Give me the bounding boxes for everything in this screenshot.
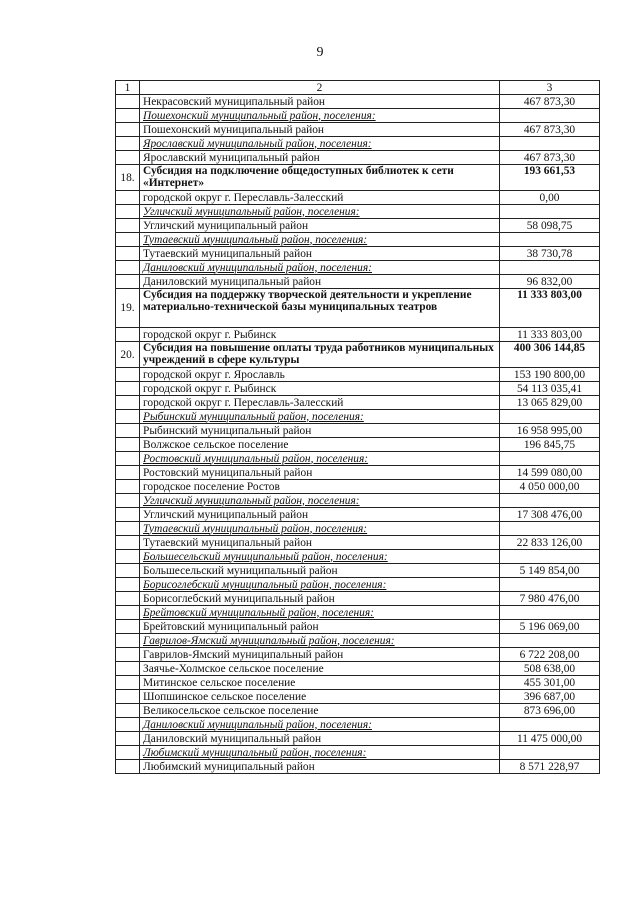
row-name: Пошехонский муниципальный район (140, 123, 500, 137)
row-name: городской округ г. Ярославль (140, 368, 500, 382)
row-number (116, 522, 140, 536)
row-name: Тутаевский муниципальный район (140, 536, 500, 550)
row-name: Субсидия на поддержку творческой деятельности и укрепление материально-технической базы муниципальных театров (140, 289, 500, 328)
row-name: Любимский муниципальный район (140, 760, 500, 774)
row-number (116, 452, 140, 466)
subhead-row (116, 494, 600, 508)
row-name: Заячье-Холмское сельское поселение (140, 662, 500, 676)
row-number (116, 368, 140, 382)
row-number (116, 247, 140, 261)
row-value: 467 873,30 (500, 123, 600, 137)
row-name: Брейтовский муниципальный район, поселения: (140, 606, 500, 620)
row-value: 13 065 829,00 (500, 396, 600, 410)
row-number (116, 261, 140, 275)
row-name: Угличский муниципальный район (140, 508, 500, 522)
row-number (116, 704, 140, 718)
row-value: 11 475 000,00 (500, 732, 600, 746)
row-value: 38 730,78 (500, 247, 600, 261)
row-value (500, 718, 600, 732)
row-value: 54 113 035,41 (500, 382, 600, 396)
row-number (116, 662, 140, 676)
row-number (116, 109, 140, 123)
row-name: Ростовский муниципальный район, поселения: (140, 452, 500, 466)
subsidy-table (115, 80, 600, 774)
row-name: Субсидия на подключение общедоступных библиотек к сети «Интернет» (140, 165, 500, 191)
row-number (116, 123, 140, 137)
row-name: городской округ г. Рыбинск (140, 382, 500, 396)
row-value (500, 410, 600, 424)
table-row (116, 275, 600, 289)
row-name: Даниловский муниципальный район (140, 275, 500, 289)
row-value: 22 833 126,00 (500, 536, 600, 550)
table-row (116, 662, 600, 676)
row-number (116, 620, 140, 634)
row-name: Угличский муниципальный район, поселения: (140, 494, 500, 508)
table-row (116, 424, 600, 438)
subhead-row (116, 261, 600, 275)
table-row (116, 151, 600, 165)
row-value: 14 599 080,00 (500, 466, 600, 480)
section-row (116, 289, 600, 328)
table-row (116, 704, 600, 718)
row-name: Даниловский муниципальный район (140, 732, 500, 746)
row-number (116, 275, 140, 289)
subsidy-table-body (116, 81, 600, 774)
subhead-row (116, 233, 600, 247)
table-row (116, 123, 600, 137)
row-value (500, 494, 600, 508)
row-value (500, 578, 600, 592)
row-name: Угличский муниципальный район (140, 219, 500, 233)
row-value: 873 696,00 (500, 704, 600, 718)
subhead-row (116, 205, 600, 219)
row-number (116, 396, 140, 410)
row-name: Пошехонский муниципальный район, поселения: (140, 109, 500, 123)
row-number (116, 233, 140, 247)
table-row (116, 382, 600, 396)
row-value: 7 980 476,00 (500, 592, 600, 606)
header-column-number: 1 (116, 81, 140, 95)
row-value: 455 301,00 (500, 676, 600, 690)
row-name: Ярославский муниципальный район, поселения: (140, 137, 500, 151)
row-number (116, 578, 140, 592)
row-number (116, 732, 140, 746)
table-row (116, 732, 600, 746)
row-value: 396 687,00 (500, 690, 600, 704)
row-value (500, 606, 600, 620)
table-row (116, 536, 600, 550)
row-name: Тутаевский муниципальный район, поселения: (140, 233, 500, 247)
row-value: 400 306 144,85 (500, 342, 600, 368)
row-number (116, 219, 140, 233)
row-value: 0,00 (500, 191, 600, 205)
row-name: Субсидия на повышение оплаты труда работников муниципальных учреждений в сфере культуры (140, 342, 500, 368)
row-number: 18. (116, 165, 140, 191)
row-number (116, 410, 140, 424)
row-value: 4 050 000,00 (500, 480, 600, 494)
row-name: Брейтовский муниципальный район (140, 620, 500, 634)
table-row (116, 508, 600, 522)
row-value: 6 722 208,00 (500, 648, 600, 662)
row-name: городской округ г. Переславль-Залесский (140, 396, 500, 410)
row-number (116, 382, 140, 396)
row-name: Даниловский муниципальный район, поселения: (140, 718, 500, 732)
subhead-row (116, 718, 600, 732)
row-number (116, 137, 140, 151)
section-row (116, 342, 600, 368)
table-row (116, 396, 600, 410)
subhead-row (116, 746, 600, 760)
row-number (116, 690, 140, 704)
row-value: 5 196 069,00 (500, 620, 600, 634)
row-value: 96 832,00 (500, 275, 600, 289)
row-number (116, 191, 140, 205)
row-value: 5 149 854,00 (500, 564, 600, 578)
row-value: 17 308 476,00 (500, 508, 600, 522)
row-name: Угличский муниципальный район, поселения: (140, 205, 500, 219)
table-row (116, 438, 600, 452)
table-row (116, 328, 600, 342)
row-value: 467 873,30 (500, 95, 600, 109)
row-number (116, 151, 140, 165)
subhead-row (116, 452, 600, 466)
table-row (116, 620, 600, 634)
row-value: 508 638,00 (500, 662, 600, 676)
page-number: 9 (316, 45, 324, 60)
row-number (116, 438, 140, 452)
row-number (116, 424, 140, 438)
row-number (116, 508, 140, 522)
subhead-row (116, 137, 600, 151)
row-name: городское поселение Ростов (140, 480, 500, 494)
table-row (116, 480, 600, 494)
table-row (116, 676, 600, 690)
table-row (116, 368, 600, 382)
subhead-row (116, 634, 600, 648)
row-name: городской округ г. Переславль-Залесский (140, 191, 500, 205)
row-value (500, 261, 600, 275)
row-number (116, 205, 140, 219)
row-number (116, 328, 140, 342)
row-name: Тутаевский муниципальный район, поселения: (140, 522, 500, 536)
row-name: Тутаевский муниципальный район (140, 247, 500, 261)
row-value (500, 746, 600, 760)
row-name: Рыбинский муниципальный район, поселения: (140, 410, 500, 424)
table-row (116, 690, 600, 704)
row-value: 11 333 803,00 (500, 289, 600, 328)
row-number (116, 592, 140, 606)
table-header-row (116, 81, 600, 95)
row-value: 58 098,75 (500, 219, 600, 233)
row-number: 19. (116, 289, 140, 328)
row-value: 196 845,75 (500, 438, 600, 452)
row-number (116, 746, 140, 760)
subhead-row (116, 522, 600, 536)
header-column-value: 3 (500, 81, 600, 95)
row-name: Борисоглебский муниципальный район (140, 592, 500, 606)
row-name: Великосельское сельское поселение (140, 704, 500, 718)
row-number (116, 550, 140, 564)
row-value (500, 522, 600, 536)
row-name: Волжское сельское поселение (140, 438, 500, 452)
table-row (116, 219, 600, 233)
row-value: 16 958 995,00 (500, 424, 600, 438)
row-value (500, 205, 600, 219)
row-number (116, 466, 140, 480)
row-name: Большесельский муниципальный район, поселения: (140, 550, 500, 564)
table-row (116, 191, 600, 205)
table-row (116, 95, 600, 109)
header-column-name: 2 (140, 81, 500, 95)
table-row (116, 466, 600, 480)
row-name: Рыбинский муниципальный район (140, 424, 500, 438)
row-name: Некрасовский муниципальный район (140, 95, 500, 109)
row-value (500, 233, 600, 247)
row-value: 193 661,53 (500, 165, 600, 191)
row-name: Митинское сельское поселение (140, 676, 500, 690)
subhead-row (116, 550, 600, 564)
row-name: городской округ г. Рыбинск (140, 328, 500, 342)
row-value (500, 550, 600, 564)
row-value: 467 873,30 (500, 151, 600, 165)
subhead-row (116, 410, 600, 424)
table-row (116, 564, 600, 578)
table-row (116, 760, 600, 774)
subhead-row (116, 606, 600, 620)
row-value (500, 137, 600, 151)
row-number (116, 648, 140, 662)
row-number (116, 760, 140, 774)
row-value: 11 333 803,00 (500, 328, 600, 342)
subhead-row (116, 109, 600, 123)
row-name: Шопшинское сельское поселение (140, 690, 500, 704)
row-number (116, 676, 140, 690)
row-name: Даниловский муниципальный район, поселения: (140, 261, 500, 275)
row-number (116, 480, 140, 494)
row-value (500, 452, 600, 466)
row-number: 20. (116, 342, 140, 368)
row-value: 8 571 228,97 (500, 760, 600, 774)
row-number (116, 606, 140, 620)
row-value (500, 109, 600, 123)
subhead-row (116, 578, 600, 592)
row-name: Ярославский муниципальный район (140, 151, 500, 165)
table-row (116, 648, 600, 662)
row-name: Ростовский муниципальный район (140, 466, 500, 480)
row-name: Большесельский муниципальный район (140, 564, 500, 578)
row-number (116, 634, 140, 648)
row-value: 153 190 800,00 (500, 368, 600, 382)
row-number (116, 95, 140, 109)
row-name: Гаврилов-Ямский муниципальный район (140, 648, 500, 662)
table-row (116, 247, 600, 261)
section-row (116, 165, 600, 191)
row-number (116, 536, 140, 550)
row-name: Гаврилов-Ямский муниципальный район, поселения: (140, 634, 500, 648)
table-row (116, 592, 600, 606)
row-name: Любимский муниципальный район, поселения: (140, 746, 500, 760)
row-name: Борисоглебский муниципальный район, поселения: (140, 578, 500, 592)
row-number (116, 564, 140, 578)
row-number (116, 494, 140, 508)
row-number (116, 718, 140, 732)
row-value (500, 634, 600, 648)
